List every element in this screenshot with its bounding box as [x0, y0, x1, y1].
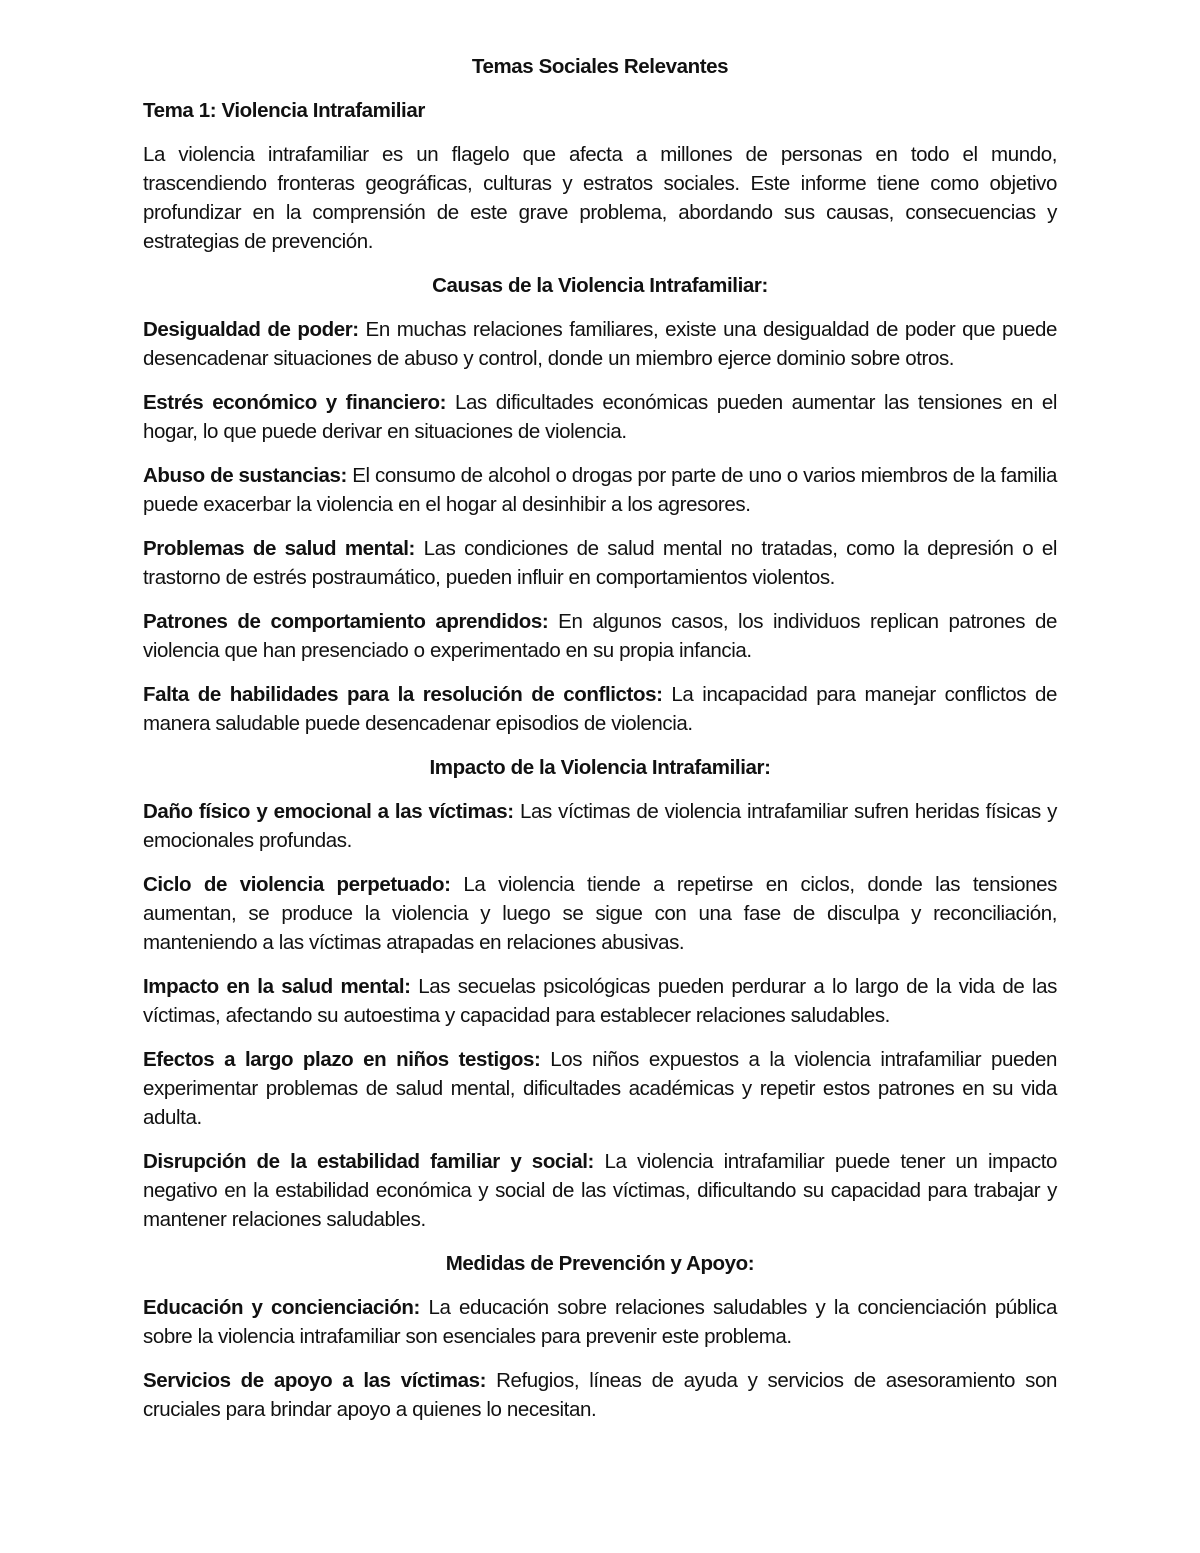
list-item	[143, 1366, 1057, 1424]
list-item	[143, 797, 1057, 855]
item-term: Ciclo de violencia perpetuado:	[143, 873, 451, 896]
item-text: Las dificultades económicas pueden aumentar las tensiones en el hogar, lo que puede derivar en situaciones de violencia.	[143, 391, 1058, 443]
item-term: Falta de habilidades para la resolución de conflictos:	[143, 683, 663, 706]
item-text: En algunos casos, los individuos replican patrones de violencia que han presenciado o experimentado en su propia infancia.	[143, 610, 1057, 662]
section-heading-impacto: Impacto de la Violencia Intrafamiliar:	[429, 756, 771, 779]
item-text: Las víctimas de violencia intrafamiliar sufren heridas físicas y emocionales profundas.	[143, 800, 1057, 852]
item-term: Efectos a largo plazo en niños testigos:	[143, 1048, 541, 1071]
item-text: La violencia tiende a repetirse en ciclos, donde las tensiones aumentan, se produce la violencia y luego se sigue con una fase de disculpa y reconciliación, manteniendo a las víctimas atrapadas en relaciones abusivas.	[143, 873, 1057, 954]
item-term: Daño físico y emocional a las víctimas:	[143, 800, 514, 823]
list-item	[143, 534, 1057, 592]
intro-paragraph: La violencia intrafamiliar es un flagelo que afecta a millones de personas en todo el mundo, trascendiendo fronteras geográficas, culturas y estratos sociales. Este informe tiene como objetivo profundizar en la comprensión de este grave problema, abordando sus causas, consecuencias y estrategias de prevención.	[143, 143, 1057, 253]
item-text: En muchas relaciones familiares, existe una desigualdad de poder que puede desencadenar situaciones de abuso y control, donde un miembro ejerce dominio sobre otros.	[143, 318, 1058, 370]
item-term: Desigualdad de poder:	[143, 318, 359, 341]
item-text: La incapacidad para manejar conflictos de manera saludable puede desencadenar episodios de violencia.	[143, 683, 1057, 735]
item-text: Refugios, líneas de ayuda y servicios de asesoramiento son cruciales para brindar apoyo a quienes lo necesitan.	[143, 1369, 1057, 1421]
document-title: Temas Sociales Relevantes	[471, 55, 729, 78]
item-term: Problemas de salud mental:	[143, 537, 415, 560]
list-item	[143, 1293, 1057, 1351]
list-item	[143, 972, 1057, 1030]
item-term: Educación y concienciación:	[143, 1296, 420, 1319]
item-term: Disrupción de la estabilidad familiar y social:	[143, 1150, 594, 1173]
item-term: Patrones de comportamiento aprendidos:	[143, 610, 549, 633]
topic-title: Tema 1: Violencia Intrafamiliar	[143, 99, 425, 122]
item-term: Impacto en la salud mental:	[143, 975, 411, 998]
list-item	[143, 870, 1057, 957]
section-heading-causas: Causas de la Violencia Intrafamiliar:	[432, 274, 768, 297]
item-text: La educación sobre relaciones saludables y la concienciación pública sobre la violencia intrafamiliar son esenciales para prevenir este problema.	[143, 1296, 1057, 1348]
item-text: La violencia intrafamiliar puede tener un impacto negativo en la estabilidad económica y social de las víctimas, dificultando su capacidad para trabajar y mantener relaciones saludables.	[143, 1150, 1058, 1231]
item-text: Las secuelas psicológicas pueden perdurar a lo largo de la vida de las víctimas, afectando su autoestima y capacidad para establecer relaciones saludables.	[143, 975, 1058, 1027]
section-heading-medidas: Medidas de Prevención y Apoyo:	[445, 1252, 755, 1275]
list-item	[143, 315, 1057, 373]
list-item	[143, 388, 1057, 446]
list-item	[143, 1045, 1057, 1132]
list-item	[143, 680, 1057, 738]
item-term: Abuso de sustancias:	[143, 464, 347, 487]
item-term: Estrés económico y financiero:	[143, 391, 447, 414]
list-item	[143, 461, 1057, 519]
item-term: Servicios de apoyo a las víctimas:	[143, 1369, 487, 1392]
list-item	[143, 1147, 1057, 1234]
document-page	[143, 52, 1057, 1439]
item-text: El consumo de alcohol o drogas por parte de uno o varios miembros de la familia puede exacerbar la violencia en el hogar al desinhibir a los agresores.	[143, 464, 1057, 516]
item-text: Las condiciones de salud mental no tratadas, como la depresión o el trastorno de estrés postraumático, pueden influir en comportamientos violentos.	[143, 537, 1057, 589]
item-text: Los niños expuestos a la violencia intrafamiliar pueden experimentar problemas de salud mental, dificultades académicas y repetir estos patrones en su vida adulta.	[143, 1048, 1057, 1129]
list-item	[143, 607, 1057, 665]
